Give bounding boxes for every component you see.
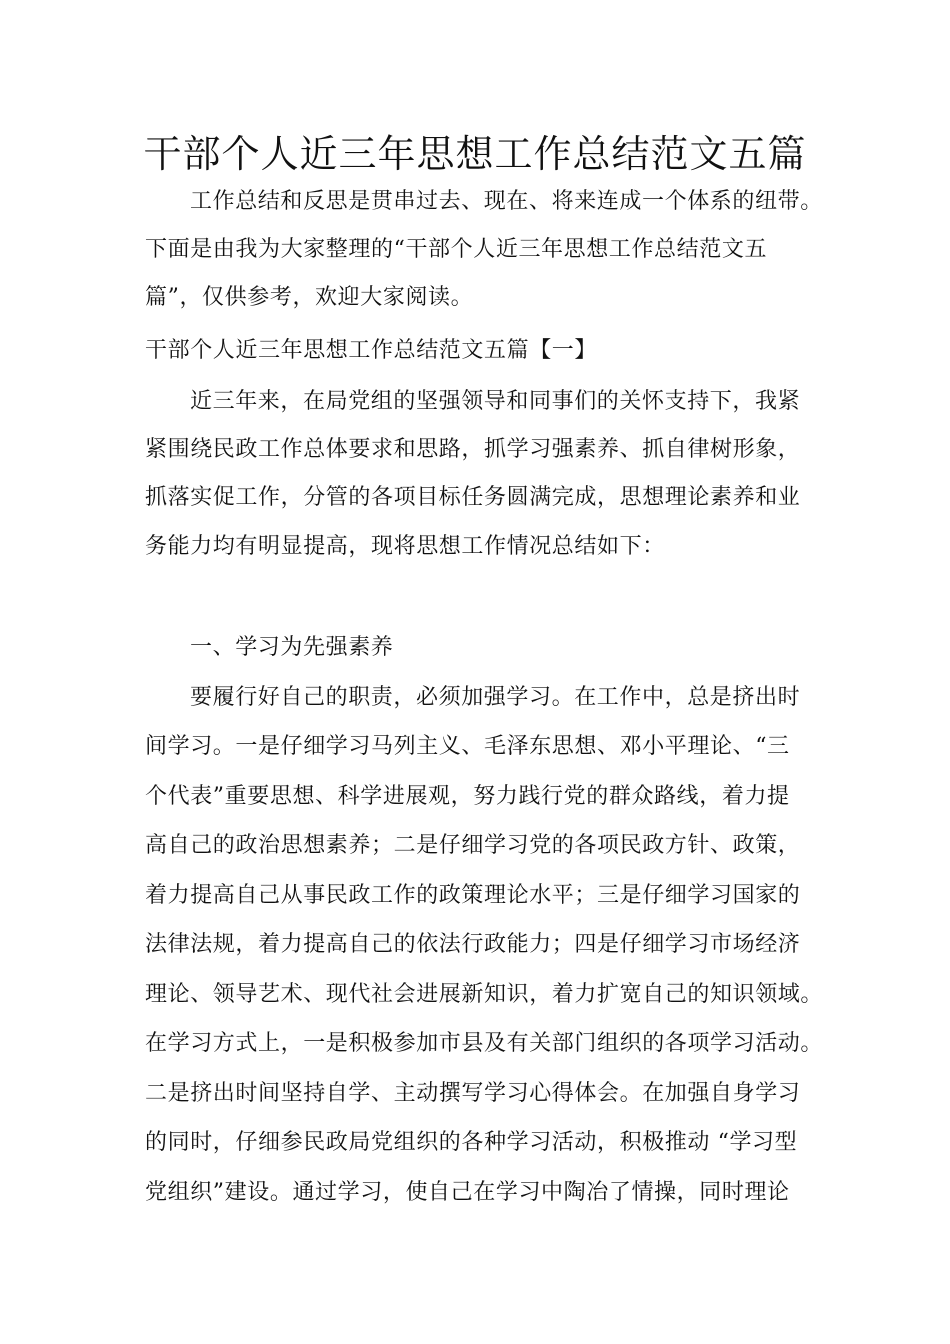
paragraph-line: 党组织”建设。通过学习，使自己在学习中陶冶了情操，同时理论 <box>145 1180 790 1205</box>
paragraph-line: 务能力均有明显提高，现将思想工作情况总结如下： <box>145 534 665 559</box>
paragraph-line: 紧围绕民政工作总体要求和思路，抓学习强素养、抓自律树形象， <box>145 437 801 462</box>
paragraph-line: 个代表”重要思想、科学进展观，努力践行党的群众路线，着力提 <box>145 784 790 809</box>
paragraph-line: 抓落实促工作，分管的各项目标任务圆满完成，思想理论素养和业 <box>145 485 801 510</box>
section-heading: 干部个人近三年思想工作总结范文五篇【一】 <box>145 338 598 363</box>
paragraph-line: 间学习。一是仔细学习马列主义、毛泽东思想、邓小平理论、“三 <box>145 734 790 759</box>
paragraph-line: 二是挤出时间坚持自学、主动撰写学习心得体会。在加强自身学习 <box>145 1081 801 1106</box>
paragraph-line: 下面是由我为大家整理的“干部个人近三年思想工作总结范文五 <box>145 237 768 262</box>
paragraph-line: 着力提高自己从事民政工作的政策理论水平；三是仔细学习国家的 <box>145 883 801 908</box>
document-title: 干部个人近三年思想工作总结范文五篇 <box>143 132 807 176</box>
paragraph-line: 近三年来，在局党组的坚强领导和同事们的关怀支持下，我紧 <box>190 389 801 414</box>
paragraph-line: 篇”，仅供参考，欢迎大家阅读。 <box>145 285 474 310</box>
paragraph-line: 高自己的政治思想素养；二是仔细学习党的各项民政方针、政策， <box>145 833 801 858</box>
paragraph-line: 在学习方式上，一是积极参加市县及有关部门组织的各项学习活动。 <box>145 1031 824 1056</box>
paragraph-line: 工作总结和反思是贯串过去、现在、将来连成一个体系的纽带。 <box>190 189 823 214</box>
paragraph-line: 的同时，仔细参民政局党组织的各种学习活动，积极推动 “学习型 <box>145 1130 798 1155</box>
subsection-heading: 一、学习为先强素养 <box>190 635 394 660</box>
paragraph-line: 法律法规，着力提高自己的依法行政能力；四是仔细学习市场经济 <box>145 932 801 957</box>
paragraph-line: 理论、领导艺术、现代社会进展新知识，着力扩宽自己的知识领域。 <box>145 982 824 1007</box>
paragraph-line: 要履行好自己的职责，必须加强学习。在工作中，总是挤出时 <box>190 685 801 710</box>
